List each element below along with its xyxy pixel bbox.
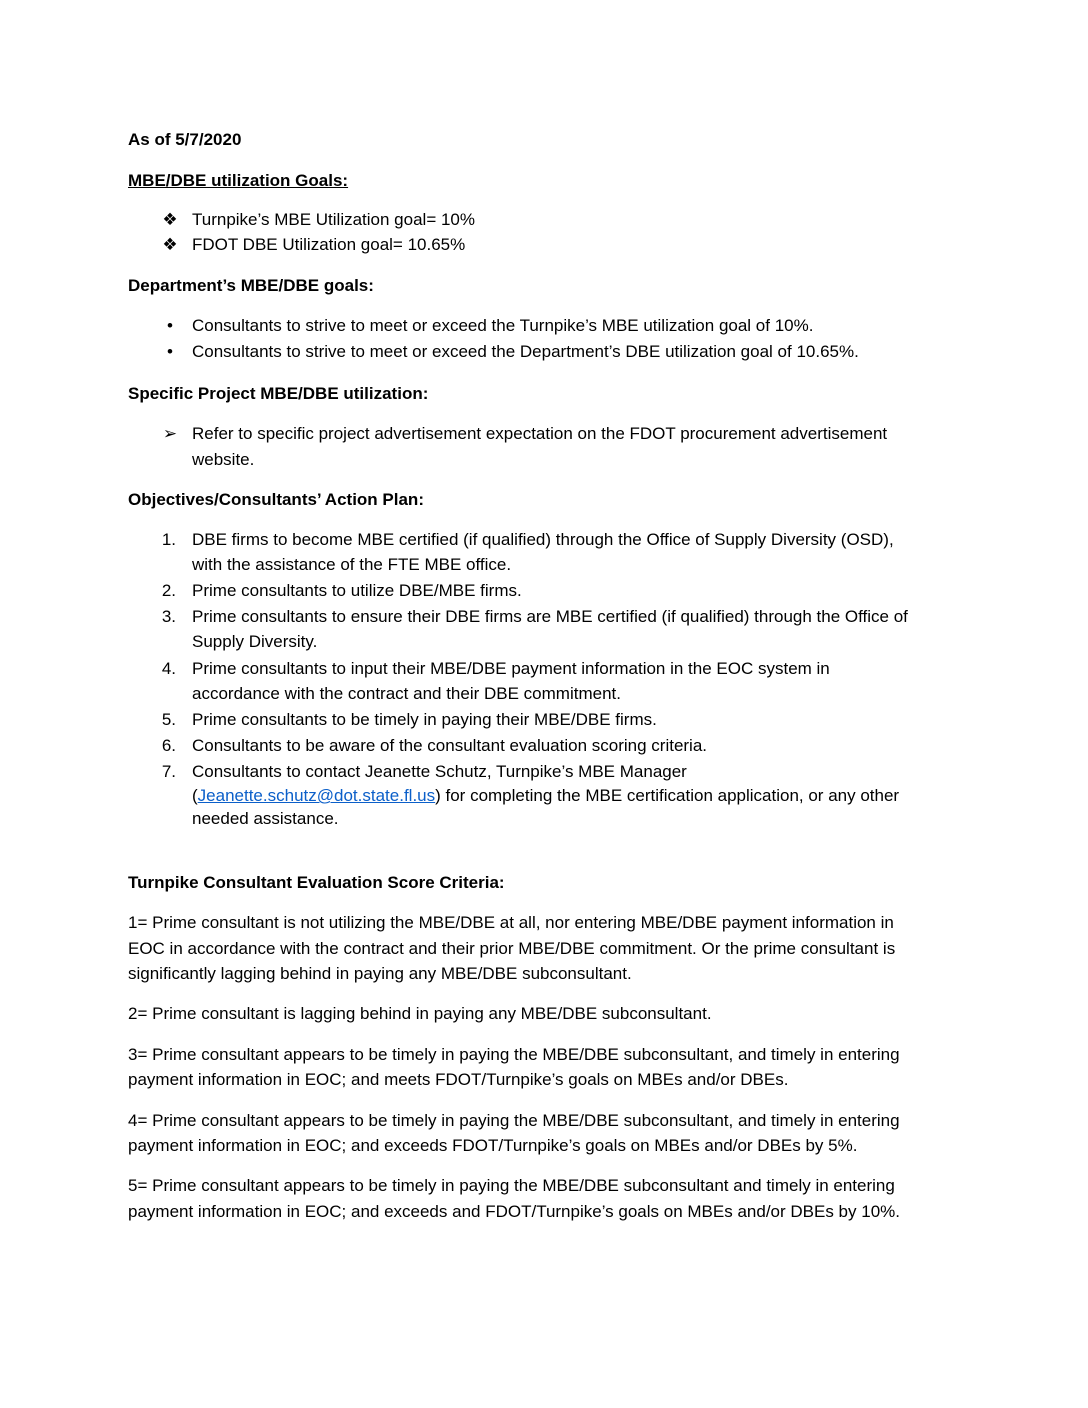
objectives-heading: Objectives/Consultants’ Action Plan: [128, 490, 424, 509]
criteria-heading: Turnpike Consultant Evaluation Score Criteria: [128, 873, 505, 892]
objective-line: DBE firms to become MBE certified (if qualified) through the Office of Supply Diversity (OSD), [192, 530, 894, 549]
dept-goal-item: Consultants to strive to meet or exceed the Turnpike’s MBE utilization goal of 10%. [192, 316, 814, 335]
as-of-date: As of 5/7/2020 [128, 130, 242, 149]
objective-line: Consultants to contact Jeanette Schutz, Turnpike’s MBE Manager [192, 762, 687, 781]
diamond-bullet-icon: ❖ [162, 235, 178, 254]
diamond-bullet-icon: ❖ [162, 210, 178, 229]
goal-item: FDOT DBE Utilization goal= 10.65% [192, 235, 466, 254]
list-number: 4. [161, 659, 176, 678]
criteria-line: payment information in EOC; and exceeds and FDOT/Turnpike’s goals on MBEs and/or DBEs by 10%. [128, 1202, 900, 1221]
objective-line: Prime consultants to input their MBE/DBE payment information in the EOC system in [192, 659, 830, 678]
criteria-line: payment information in EOC; and exceeds FDOT/Turnpike’s goals on MBEs and/or DBEs by 5%. [128, 1136, 858, 1155]
bullet-icon: • [167, 316, 173, 335]
arrow-bullet-icon: ➢ [162, 424, 178, 443]
objective-line: Prime consultants to be timely in paying their MBE/DBE firms. [192, 710, 657, 729]
objective-line [192, 784, 899, 808]
criteria-line: 2= Prime consultant is lagging behind in paying any MBE/DBE subconsultant. [128, 1004, 712, 1023]
goal-item: Turnpike’s MBE Utilization goal= 10% [192, 210, 475, 229]
list-number: 1. [161, 530, 176, 549]
criteria-line: significantly lagging behind in paying any MBE/DBE subconsultant. [128, 964, 632, 983]
objective-line-rest: ) for completing the MBE certification application, or any other [435, 786, 900, 805]
objective-line: with the assistance of the FTE MBE office. [192, 555, 512, 574]
project-heading: Specific Project MBE/DBE utilization: [128, 384, 429, 403]
criteria-line: 5= Prime consultant appears to be timely in paying the MBE/DBE subconsultant and timely in entering [128, 1176, 895, 1195]
criteria-line: 1= Prime consultant is not utilizing the MBE/DBE at all, nor entering MBE/DBE payment information in [128, 913, 894, 932]
objective-line: needed assistance. [192, 809, 339, 828]
dept-goals-heading: Department’s MBE/DBE goals: [128, 276, 374, 295]
list-number: 7. [161, 762, 176, 781]
criteria-line: 3= Prime consultant appears to be timely in paying the MBE/DBE subconsultant, and timely in entering [128, 1045, 900, 1064]
email-link[interactable]: Jeanette.schutz@dot.state.fl.us [197, 786, 436, 805]
criteria-line: payment information in EOC; and meets FDOT/Turnpike’s goals on MBEs and/or DBEs. [128, 1070, 789, 1089]
criteria-line: 4= Prime consultant appears to be timely in paying the MBE/DBE subconsultant, and timely in entering [128, 1111, 900, 1130]
list-number: 3. [161, 607, 176, 626]
objective-line: Prime consultants to utilize DBE/MBE firms. [192, 581, 522, 600]
bullet-icon: • [167, 342, 173, 361]
list-number: 2. [161, 581, 176, 600]
project-item-line: website. [192, 450, 255, 469]
criteria-line: EOC in accordance with the contract and their prior MBE/DBE commitment. Or the prime consultant is [128, 939, 896, 958]
open-paren: ( [192, 786, 198, 805]
objective-line: Consultants to be aware of the consultant evaluation scoring criteria. [192, 736, 708, 755]
objective-line: Prime consultants to ensure their DBE firms are MBE certified (if qualified) through the Office of [192, 607, 908, 626]
list-number: 6. [161, 736, 176, 755]
goals-heading: MBE/DBE utilization Goals: [128, 171, 349, 190]
objective-line: accordance with the contract and their DBE commitment. [192, 684, 621, 703]
list-number: 5. [161, 710, 176, 729]
dept-goal-item: Consultants to strive to meet or exceed the Department’s DBE utilization goal of 10.65%. [192, 342, 859, 361]
project-item-line: Refer to specific project advertisement expectation on the FDOT procurement advertisement [192, 424, 888, 443]
objective-line: Supply Diversity. [192, 632, 318, 651]
